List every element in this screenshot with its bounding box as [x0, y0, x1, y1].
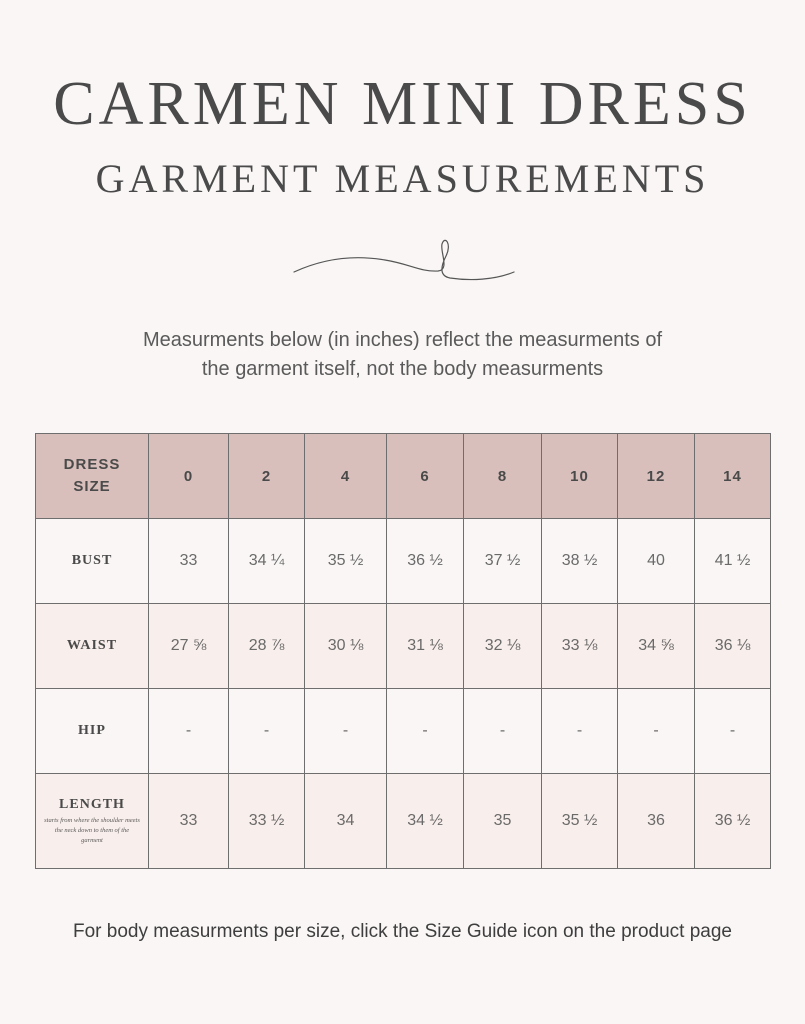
page-subtitle: GARMENT MEASUREMENTS — [95, 156, 710, 201]
waist-cell: 33 ⅛ — [542, 604, 618, 689]
length-cell: 35 — [464, 774, 542, 869]
hip-cell: - — [695, 689, 771, 774]
size-measurements-table — [35, 433, 771, 869]
bust-row — [36, 519, 771, 604]
size-header: 2 — [229, 434, 305, 519]
length-cell: 35 ½ — [542, 774, 618, 869]
size-header: 0 — [149, 434, 229, 519]
length-cell: 36 ½ — [695, 774, 771, 869]
waist-row — [36, 604, 771, 689]
dress-size-header-line1: DRESS — [63, 456, 121, 473]
hip-cell: - — [464, 689, 542, 774]
waist-cell: 30 ⅛ — [305, 604, 387, 689]
waist-cell: 32 ⅛ — [464, 604, 542, 689]
waist-cell: 34 ⅝ — [618, 604, 695, 689]
bust-cell: 34 ¼ — [229, 519, 305, 604]
hip-cell: - — [305, 689, 387, 774]
waist-cell: 31 ⅛ — [387, 604, 464, 689]
bust-cell: 40 — [618, 519, 695, 604]
hip-cell: - — [149, 689, 229, 774]
intro-line-1: Measurments below (in inches) reflect the measurments of — [142, 329, 663, 351]
intro-text — [0, 326, 805, 384]
header-row — [36, 434, 771, 519]
hip-cell: - — [618, 689, 695, 774]
bust-cell: 41 ½ — [695, 519, 771, 604]
hip-cell: - — [229, 689, 305, 774]
waist-cell: 27 ⅝ — [149, 604, 229, 689]
length-row — [36, 774, 771, 869]
length-cell: 33 — [149, 774, 229, 869]
length-cell: 36 — [618, 774, 695, 869]
flourish-divider — [290, 236, 520, 288]
intro-line-2: the garment itself, not the body measurments — [201, 358, 604, 380]
waist-cell: 36 ⅛ — [695, 604, 771, 689]
waist-cell: 28 ⅞ — [229, 604, 305, 689]
hip-cell: - — [542, 689, 618, 774]
bust-cell: 36 ½ — [387, 519, 464, 604]
bust-cell: 33 — [149, 519, 229, 604]
dress-size-header — [36, 434, 149, 519]
hip-cell: - — [387, 689, 464, 774]
waist-label: WAIST — [36, 604, 149, 689]
length-cell: 33 ½ — [229, 774, 305, 869]
bust-cell: 37 ½ — [464, 519, 542, 604]
bust-cell: 35 ½ — [305, 519, 387, 604]
dress-size-header-line2: SIZE — [73, 478, 111, 495]
length-note: starts from where the shoulder meets the neck down to them of the garment — [44, 817, 140, 844]
footer-note: For body measurments per size, click the Size Guide icon on the product page — [72, 921, 732, 942]
length-label: LENGTH — [59, 797, 125, 812]
bust-label: BUST — [36, 519, 149, 604]
size-header: 8 — [464, 434, 542, 519]
size-header: 12 — [618, 434, 695, 519]
bust-cell: 38 ½ — [542, 519, 618, 604]
hip-label: HIP — [36, 689, 149, 774]
size-header: 6 — [387, 434, 464, 519]
length-label-cell — [36, 774, 149, 869]
page-title: CARMEN MINI DRESS — [53, 70, 752, 138]
length-cell: 34 — [305, 774, 387, 869]
hip-row — [36, 689, 771, 774]
size-header: 10 — [542, 434, 618, 519]
length-cell: 34 ½ — [387, 774, 464, 869]
size-header: 4 — [305, 434, 387, 519]
size-header: 14 — [695, 434, 771, 519]
